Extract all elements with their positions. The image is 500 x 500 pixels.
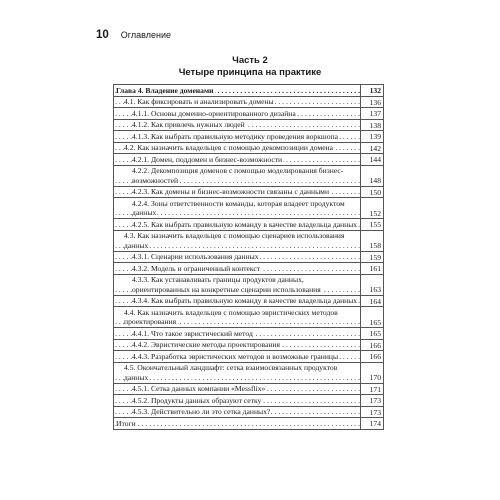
toc-entry-title: 4.1.1. Основы доменно-ориентированного дизайна . . . <box>114 108 361 120</box>
toc-entry-title: Глава 4. Владение доменами . . . <box>114 85 361 97</box>
toc-entry-page: 158 <box>361 230 384 251</box>
running-title: Оглавление <box>120 30 171 40</box>
toc-entry[interactable] <box>114 108 384 120</box>
toc-entry[interactable] <box>114 339 384 351</box>
toc-entry-page: 165 <box>361 328 384 340</box>
toc-entry[interactable] <box>114 274 384 295</box>
toc-entry-page: 132 <box>361 85 384 97</box>
toc-entry-page: 138 <box>361 119 384 131</box>
toc-entry-page: 165 <box>361 307 384 328</box>
toc-entry-page: 174 <box>361 418 384 430</box>
toc-entry-page: 170 <box>361 362 384 383</box>
toc-entry-title: 4.3.1. Сценарии использования данных . . . <box>114 251 361 263</box>
toc-entry[interactable] <box>114 295 384 307</box>
toc-entry-page: 136 <box>361 96 384 108</box>
toc-entry[interactable] <box>114 230 384 251</box>
toc-entry-page: 137 <box>361 108 384 120</box>
toc-entry-page: 148 <box>361 165 384 186</box>
toc-entry-page: 144 <box>361 154 384 166</box>
toc-entry-title: 4.2.5. Как выбрать правильную команду в качестве владельца данных . . . <box>114 219 361 231</box>
toc-entry-title: 4.2. Как назначить владельцев с помощью декомпозиции домена . . . <box>114 142 361 154</box>
toc-entry-title: 4.1.3. Как выбрать правильную методику проведения воркшопа . . . <box>114 131 361 143</box>
toc-entry[interactable] <box>114 351 384 363</box>
toc-entry[interactable] <box>114 198 384 219</box>
toc-entry[interactable] <box>114 142 384 154</box>
part-label: Часть 2 <box>232 55 268 66</box>
toc-entry[interactable] <box>114 395 384 407</box>
table-of-contents <box>113 84 384 430</box>
toc-entry[interactable] <box>114 85 384 97</box>
toc-entry-title: 4.4.3. Разработка эвристических методов и возможные границы . . . <box>114 351 361 363</box>
toc-entry-title: 4.4.2. Эвристические методы проектирования . . . <box>114 339 361 351</box>
toc-entry-title: 4.2.2. Декомпозиция доменов с помощью моделирования бизнес-возможностей . . . <box>114 165 361 186</box>
toc-entry-page: 171 <box>361 383 384 395</box>
toc-entry[interactable] <box>114 186 384 198</box>
toc-entry[interactable] <box>114 251 384 263</box>
toc-entry-page: 173 <box>361 406 384 418</box>
toc-entry-title: 4.4. Как назначить владельцев с помощью эвристических методов проектирования . . . <box>114 307 361 328</box>
toc-entry-title: 4.5.1. Сетка данных компании «Messflix» . . . <box>114 383 361 395</box>
toc-entry-page: 166 <box>361 339 384 351</box>
toc-entry[interactable] <box>114 383 384 395</box>
toc-entry[interactable] <box>114 165 384 186</box>
toc-entry-title: 4.3.3. Как устанавливать границы продуктов данных, ориентированных на конкретные сценарии использования . . . <box>114 274 361 295</box>
toc-entry-page: 155 <box>361 219 384 231</box>
toc-entry-title: 4.3. Как назначить владельцев с помощью сценариев использования данных . . . <box>114 230 361 251</box>
toc-entry-page: 173 <box>361 395 384 407</box>
toc-entry[interactable] <box>114 328 384 340</box>
toc-entry[interactable] <box>114 418 384 430</box>
toc-entry-title: 4.1.2. Как привлечь нужных людей . . . <box>114 119 361 131</box>
toc-entry-page: 161 <box>361 263 384 275</box>
toc-entry-page: 139 <box>361 131 384 143</box>
toc-entry[interactable] <box>114 263 384 275</box>
toc-entry-page: 152 <box>361 198 384 219</box>
toc-entry-title: Итоги . . . <box>114 418 361 430</box>
toc-entry[interactable] <box>114 131 384 143</box>
toc-entry[interactable] <box>114 154 384 166</box>
toc-entry-page: 150 <box>361 186 384 198</box>
toc-entry[interactable] <box>114 362 384 383</box>
toc-entry-page: 164 <box>361 295 384 307</box>
toc-entry[interactable] <box>114 406 384 418</box>
toc-entry-page: 166 <box>361 351 384 363</box>
toc-entry-page: 142 <box>361 142 384 154</box>
toc-entry-title: 4.3.4. Как выбрать правильную команду в качестве владельца данных . . . <box>114 295 361 307</box>
toc-entry-title: 4.5. Окончательный ландшафт: сетка взаимосвязанных продуктов данных . . . <box>114 362 361 383</box>
page-header <box>96 29 171 41</box>
toc-entry-page: 159 <box>361 251 384 263</box>
toc-entry[interactable] <box>114 219 384 231</box>
toc-entry-title: 4.2.4. Зоны ответственности команды, которая владеет продуктом данных . . . <box>114 198 361 219</box>
toc-entry[interactable] <box>114 96 384 108</box>
toc-entry-title: 4.2.3. Как домены и бизнес-возможности связаны с данными . . . <box>114 186 361 198</box>
part-title: Четыре принципа на практике <box>178 67 322 78</box>
toc-entry-title: 4.5.2. Продукты данных образуют сетку . . . <box>114 395 361 407</box>
toc-entry-title: 4.1. Как фиксировать и анализировать домены . . . <box>114 96 361 108</box>
page-number: 10 <box>96 29 109 41</box>
toc-entry-title: 4.5.3. Действительно ли это сетка данных? . . . <box>114 406 361 418</box>
toc-entry[interactable] <box>114 119 384 131</box>
toc-entry-title: 4.3.2. Модель и ограниченный контекст . . . <box>114 263 361 275</box>
toc-entry-title: 4.2.1. Домен, поддомен и бизнес-возможности . . . <box>114 154 361 166</box>
toc-entry[interactable] <box>114 307 384 328</box>
toc-entry-title: 4.4.1. Что такое эвристический метод . . . <box>114 328 361 340</box>
toc-entry-page: 163 <box>361 274 384 295</box>
